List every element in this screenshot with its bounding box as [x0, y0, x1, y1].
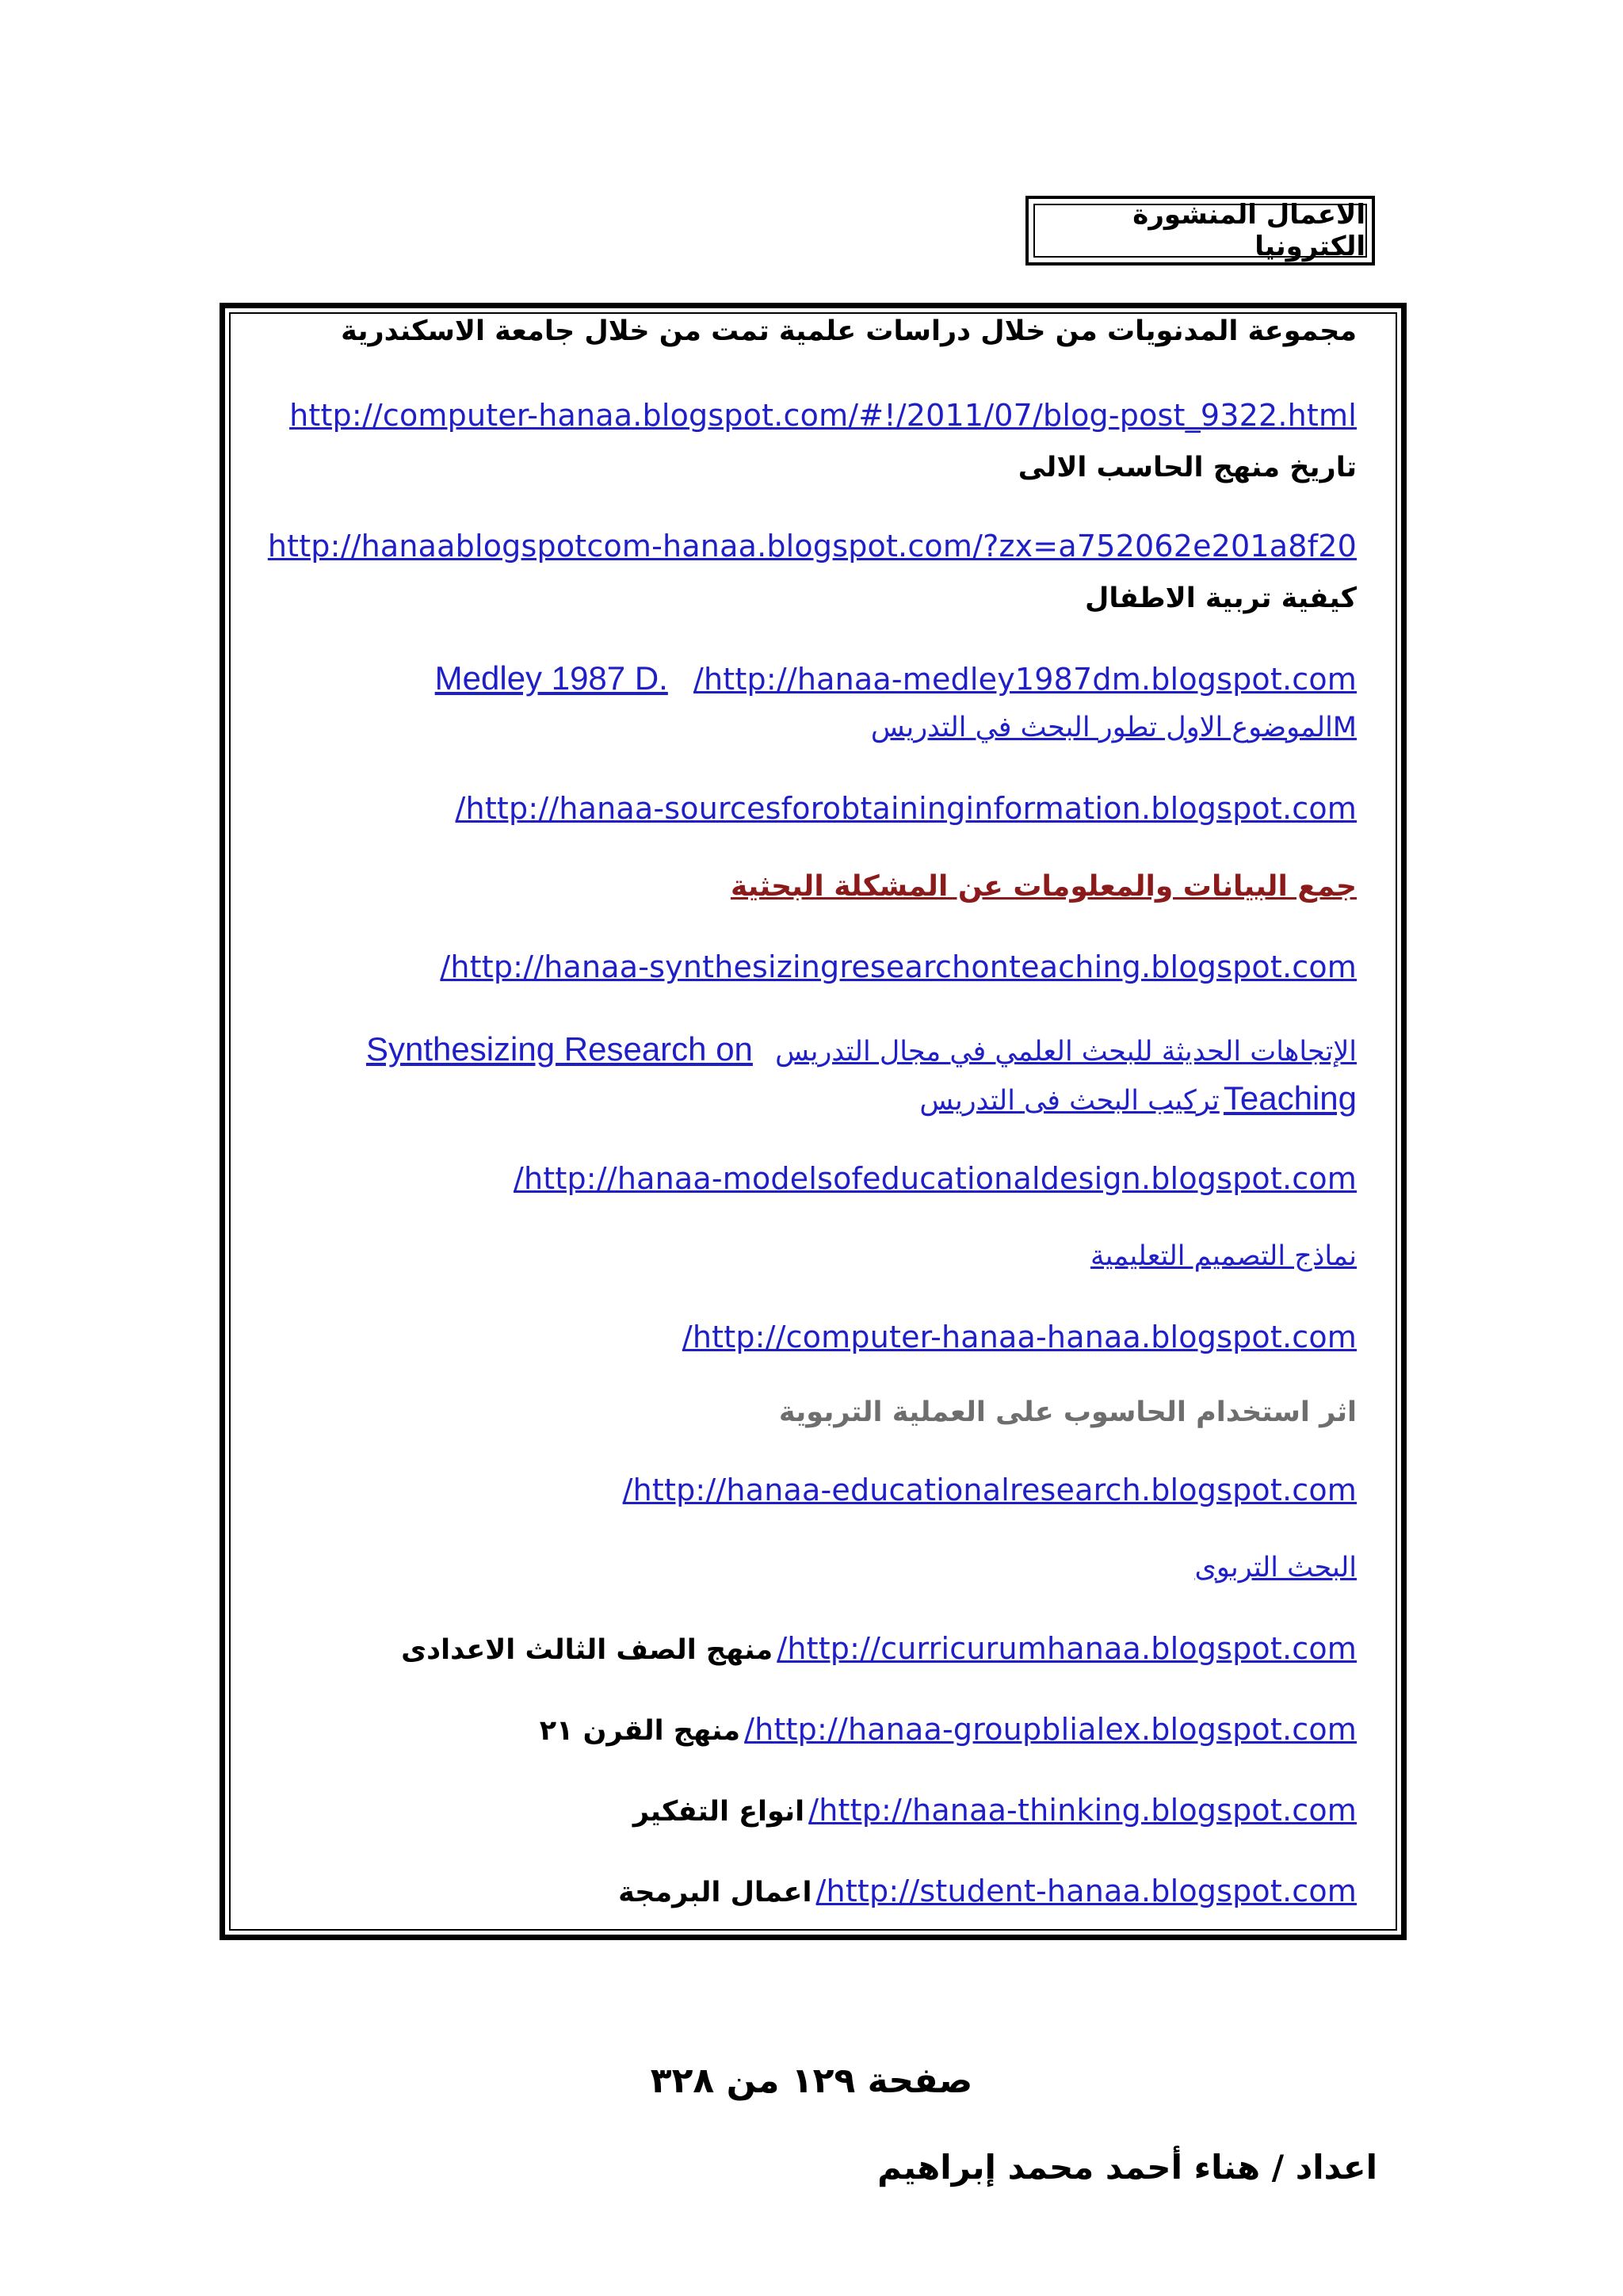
- label-12: اعمال البرمجة: [618, 1877, 812, 1908]
- label-10: منهج القرن ٢١: [539, 1715, 741, 1747]
- url-row-2: [268, 529, 1357, 563]
- blog-link-1[interactable]: http://computer-hanaa.blogspot.com/#!/2011/07/blog-post_9322.html: [289, 398, 1357, 433]
- url-row-12: [618, 1874, 1357, 1908]
- label-9: منهج الصف الثالث الاعدادى: [401, 1634, 773, 1666]
- blog-link-4[interactable]: /http://hanaa-sourcesforobtaininginformation.blogspot.com: [455, 791, 1357, 826]
- medley-link-text[interactable]: Medley 1987 D.: [434, 659, 668, 697]
- label-2: كيفية تربية الاطفال: [1084, 583, 1357, 614]
- section-title: الاعمال المنشورة الكترونيا: [1132, 199, 1365, 262]
- label-5-row-b: [919, 1079, 1357, 1117]
- blog-link-5[interactable]: /http://hanaa-synthesizingresearchonteaching.blogspot.com: [440, 949, 1357, 984]
- group-heading: مجموعة المدنويات من خلال دراسات علمية تمت من خلال جامعة الاسكندرية: [341, 315, 1357, 347]
- label-8[interactable]: البحث التربوى: [1194, 1552, 1357, 1584]
- url-row-4: [456, 791, 1357, 826]
- blog-link-2[interactable]: http://hanaablogspotcom-hanaa.blogspot.com/?zx=a752062e201a8f20: [267, 529, 1357, 563]
- label-5a-english[interactable]: Synthesizing Research on: [365, 1030, 753, 1068]
- label-3[interactable]: Mالموضوع الاول تطور البحث في التدريس: [870, 712, 1357, 743]
- blog-link-8[interactable]: /http://hanaa-educationalresearch.blogspot.com: [622, 1473, 1357, 1507]
- blog-link-10[interactable]: /http://hanaa-groupblialex.blogspot.com: [744, 1712, 1357, 1747]
- label-6[interactable]: نماذج التصميم التعليمية: [1090, 1240, 1357, 1272]
- url-row-10: [540, 1712, 1357, 1747]
- url-row-8: [623, 1473, 1357, 1507]
- url-row-11: [633, 1793, 1357, 1828]
- url-row-7: [682, 1320, 1357, 1354]
- blog-link-7[interactable]: /http://computer-hanaa-hanaa.blogspot.com: [682, 1320, 1357, 1354]
- label-11: انواع التفكير: [632, 1796, 805, 1828]
- url-row-5: [440, 949, 1357, 984]
- section-title-box: [1025, 196, 1375, 266]
- url-row-6: [514, 1161, 1357, 1196]
- section-title-inner-border: [1033, 199, 1367, 262]
- label-5a-arabic[interactable]: الإتجاهات الحديثة للبحث العلمي في مجال التدريس: [775, 1036, 1357, 1068]
- url-row-9: [401, 1631, 1357, 1666]
- label-5b-arabic[interactable]: تركيب البحث فى التدريس: [919, 1085, 1220, 1117]
- author-credit: اعداد / هناء أحمد محمد إبراهيم: [877, 2148, 1377, 2187]
- blog-link-6[interactable]: /http://hanaa-modelsofeducationaldesign.blogspot.com: [514, 1161, 1357, 1196]
- label-5-row-a: [366, 1030, 1357, 1068]
- url-row-3: [435, 659, 1357, 697]
- blog-link-12[interactable]: /http://student-hanaa.blogspot.com: [815, 1874, 1357, 1908]
- blog-link-9[interactable]: /http://curricurumhanaa.blogspot.com: [777, 1631, 1357, 1666]
- blog-link-11[interactable]: /http://hanaa-thinking.blogspot.com: [808, 1793, 1357, 1828]
- url-row-1: [289, 398, 1357, 433]
- label-4[interactable]: جمع البيانات والمعلومات عن المشكلة البحثية: [730, 870, 1357, 903]
- blog-link-3[interactable]: /http://hanaa-medley1987dm.blogspot.com: [693, 662, 1357, 697]
- label-5b-english[interactable]: Teaching: [1223, 1079, 1357, 1117]
- label-1: تاريخ منهج الحاسب الالى: [1018, 452, 1357, 483]
- page-number: صفحة ١٢٩ من ٣٢٨: [650, 2061, 973, 2101]
- label-7: اثر استخدام الحاسوب على العملية التربوية: [778, 1396, 1357, 1428]
